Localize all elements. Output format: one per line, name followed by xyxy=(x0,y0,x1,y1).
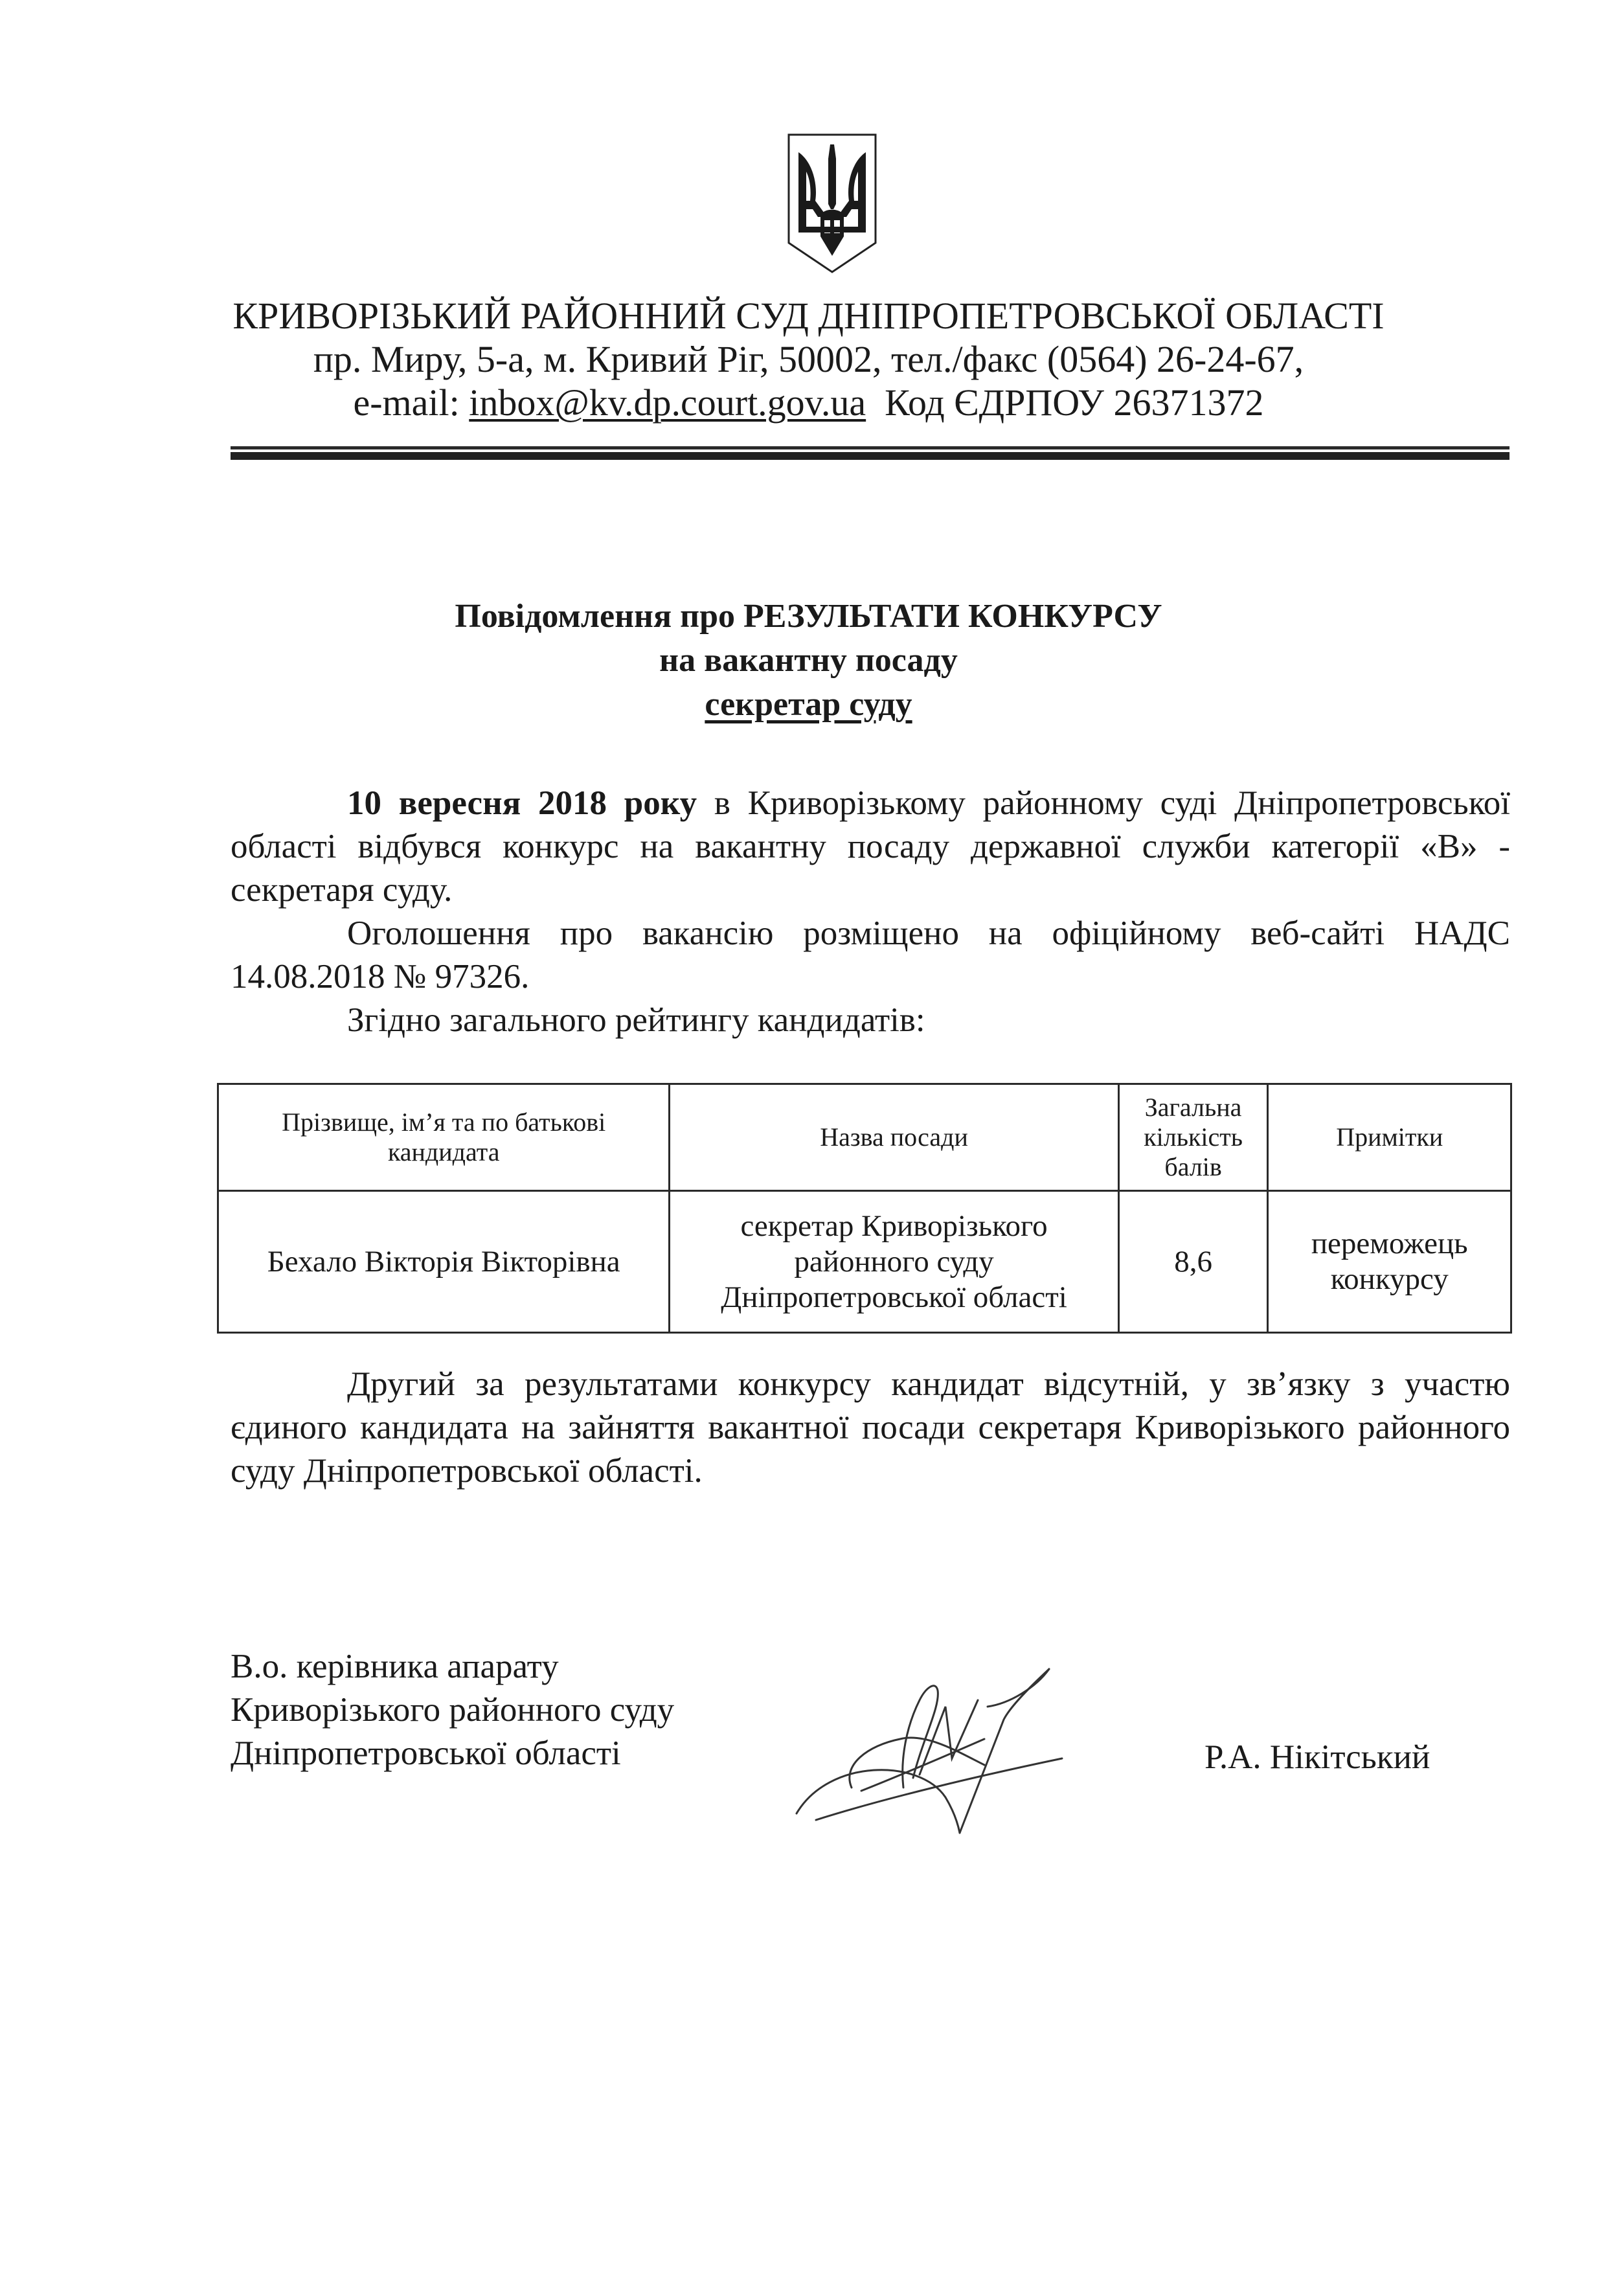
email-label: e-mail: xyxy=(353,381,469,424)
position-title xyxy=(0,685,1617,724)
second-candidate-text: Другий за результатами конкурсу кандидат відсутній, у зв’язку з участю єдиного кандидата на зайняття вакантної посади секретаря Криворізького районного суду Дніпропетровської області. xyxy=(231,1365,1510,1490)
signatory-title-line1: В.о. керівника апарату xyxy=(231,1648,559,1685)
header-candidate-name: Прізвище, ім’я та по батькові кандидата xyxy=(218,1084,670,1191)
notice-subtitle: на вакантну посаду xyxy=(659,642,958,679)
table-row xyxy=(218,1191,1511,1333)
court-address: пр. Миру, 5-а, м. Кривий Ріг, 50002, тел./факс (0564) 26-24-67, xyxy=(313,338,1304,380)
notice-title: Повідомлення про РЕЗУЛЬТАТИ КОНКУРСУ xyxy=(455,598,1162,635)
paragraph-vacancy-announcement xyxy=(231,912,1510,999)
competition-date: 10 вересня 2018 року xyxy=(347,784,697,822)
cell-score: 8,6 xyxy=(1118,1191,1268,1333)
rating-intro-text: Згідно загального рейтингу кандидатів: xyxy=(347,1001,925,1039)
header-divider-thick xyxy=(231,452,1510,460)
signatory-title-line2: Криворізького районного суду xyxy=(231,1691,675,1729)
cell-position: секретар Криворізького районного суду Дніпропетровської області xyxy=(670,1191,1118,1333)
competition-text: в Криворізькому районному суді Дніпропетровської області відбувся конкурс на вакантну посаду державної служби категорії «В» - секретаря суду. xyxy=(231,784,1511,909)
header-notes: Примітки xyxy=(1268,1084,1511,1191)
paragraph-competition-info xyxy=(231,782,1510,912)
table-header-row xyxy=(218,1084,1511,1191)
header-position-name: Назва посади xyxy=(670,1084,1118,1191)
cell-candidate-name: Бехало Вікторія Вікторівна xyxy=(218,1191,670,1333)
court-name: КРИВОРІЗЬКИЙ РАЙОННИЙ СУД ДНІПРОПЕТРОВСЬКОЇ ОБЛАСТІ xyxy=(232,295,1385,337)
vacancy-announcement-text: Оголошення про вакансію розміщено на офіційному веб-сайті НАДС 14.08.2018 № 97326. xyxy=(231,915,1510,995)
candidates-table xyxy=(217,1083,1512,1334)
header-divider-thin xyxy=(231,446,1510,449)
cell-note: переможець конкурсу xyxy=(1268,1191,1511,1333)
position-title-text: секретар суду xyxy=(705,686,912,723)
paragraph-rating-intro xyxy=(231,999,1510,1042)
header-total-score: Загальна кількість балів xyxy=(1118,1084,1268,1191)
signatory-name: Р.А. Нікітський xyxy=(1204,1738,1430,1776)
email-link[interactable]: inbox@kv.dp.court.gov.ua xyxy=(469,381,866,424)
handwritten-signature-icon xyxy=(790,1661,1127,1843)
ukraine-coat-of-arms-icon xyxy=(787,133,877,275)
court-contacts xyxy=(0,381,1617,424)
paragraph-second-candidate xyxy=(231,1363,1510,1493)
signatory-title-line3: Дніпропетровської області xyxy=(231,1734,621,1772)
edrpou-code: Код ЄДРПОУ 26371372 xyxy=(885,381,1264,424)
signatory-title xyxy=(231,1645,674,1775)
